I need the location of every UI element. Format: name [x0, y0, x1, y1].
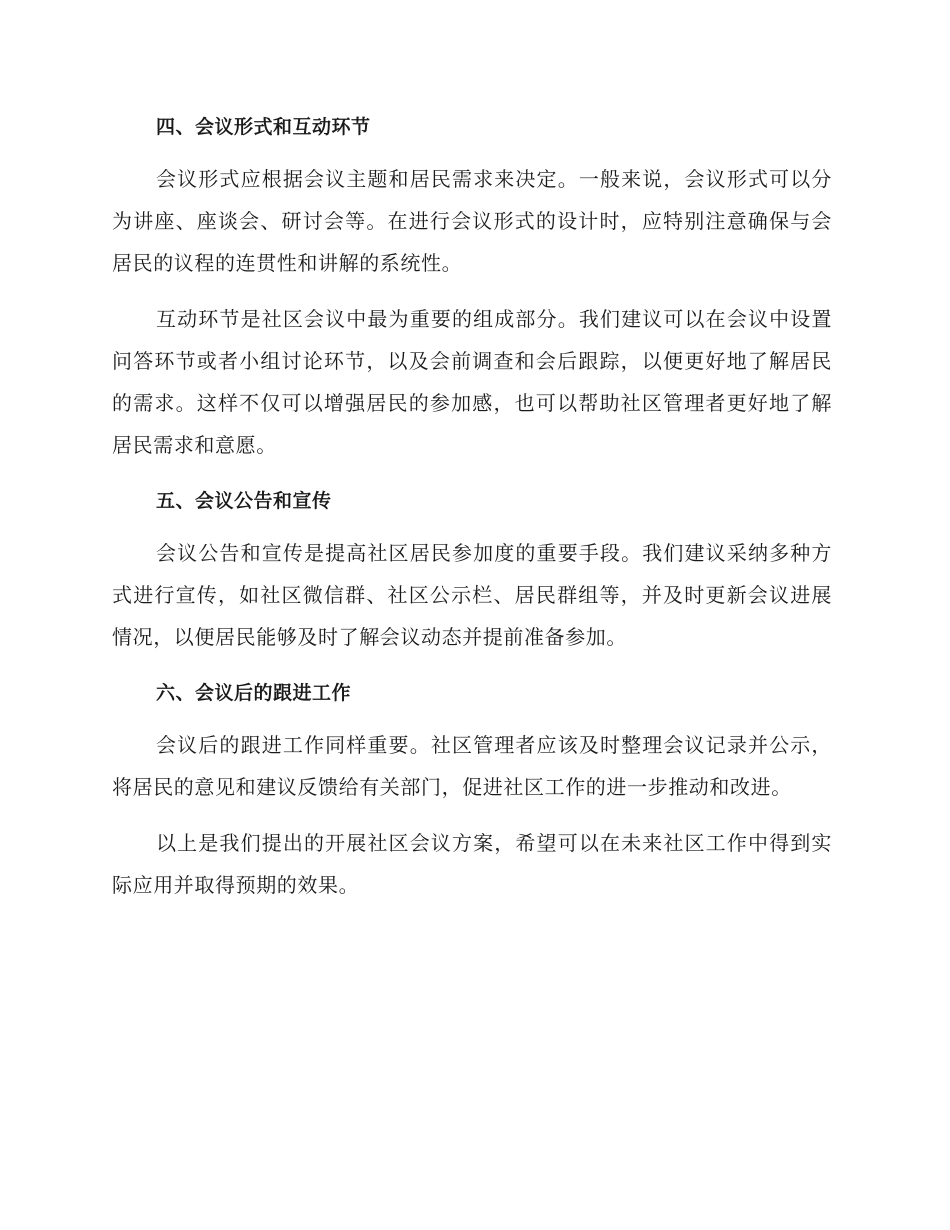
paragraph-announcement: 会议公告和宣传是提高社区居民参加度的重要手段。我们建议采纳多种方式进行宣传，如社区微信群、社区公示栏、居民群组等，并及时更新会议进展情况，以便居民能够及时了解会议动态并提前准备参加。	[112, 541, 832, 649]
paragraph-conclusion: 以上是我们提出的开展社区会议方案，希望可以在未来社区工作中得到实际应用并取得预期的效果。	[112, 831, 832, 897]
section-heading-announcement: 五、会议公告和宣传	[156, 490, 332, 512]
section-heading-follow-up: 六、会议后的跟进工作	[156, 682, 352, 704]
section-heading-form-interaction: 四、会议形式和互动环节	[156, 116, 371, 138]
document-page	[112, 106, 832, 920]
paragraph-interaction: 互动环节是社区会议中最为重要的组成部分。我们建议可以在会议中设置问答环节或者小组讨论环节，以及会前调查和会后跟踪，以便更好地了解居民的需求。这样不仅可以增强居民的参加感，也可以帮助社区管理者更好地了解居民需求和意愿。	[112, 307, 832, 457]
paragraph-meeting-format: 会议形式应根据会议主题和居民需求来决定。一般来说，会议形式可以分为讲座、座谈会、研讨会等。在进行会议形式的设计时，应特别注意确保与会居民的议程的连贯性和讲解的系统性。	[112, 167, 832, 275]
paragraph-follow-up: 会议后的跟进工作同样重要。社区管理者应该及时整理会议记录并公示，将居民的意见和建议反馈给有关部门，促进社区工作的进一步推动和改进。	[112, 733, 832, 799]
